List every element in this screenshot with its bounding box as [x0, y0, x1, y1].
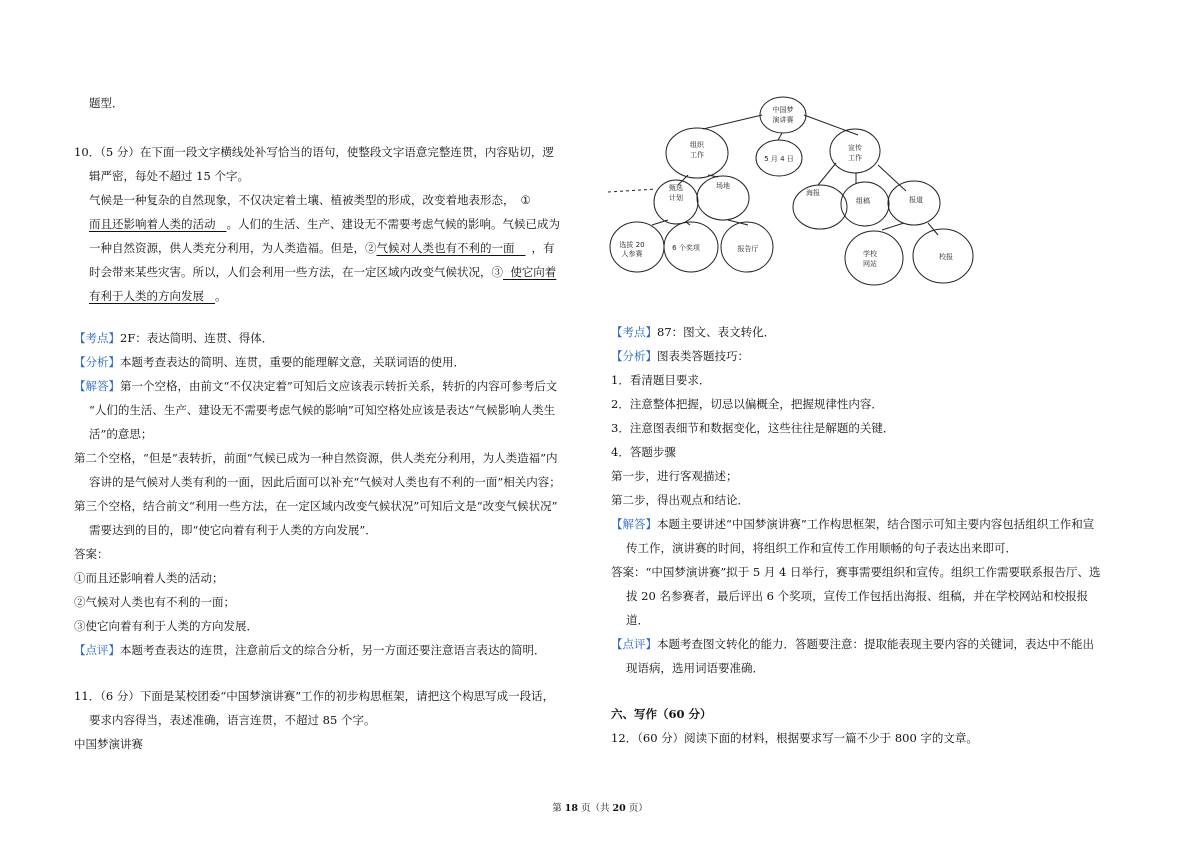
tip-line: 第二步，得出观点和结论． [611, 493, 749, 507]
node-root [760, 97, 806, 133]
label-school-1: 学校 [863, 250, 877, 258]
answer-item-3: ③使它向着有利于人类的方向发展． [74, 619, 258, 633]
jieda-line: 第二个空格，“但是”表转折，前面“气候已成为一种自然资源，供人类充分利用，为人类造福”内 [74, 451, 558, 465]
footer-text: 页） [625, 803, 648, 814]
page-total: 20 [612, 803, 626, 814]
blank-underline-pad [216, 217, 227, 231]
label-paper: 校报 [939, 253, 953, 261]
answer-item-2: ②气候对人类也有不利的一面； [74, 595, 235, 609]
jieda-line: 容讲的是气候对人类有利的一面，因此后面可以补充“气候对人类也有不利的一面”相关内容； [89, 475, 561, 489]
label-pub-1: 宣传 [848, 144, 862, 152]
label-root-2: 演讲赛 [772, 116, 794, 124]
label-pick20-1: 选拔 20 [619, 241, 645, 249]
jieda-tag: 【解答】 [74, 379, 120, 393]
passage-line-4 [89, 264, 556, 280]
tip-line: 第一步，进行客观描述； [611, 469, 738, 483]
blank-marker-1: ① [520, 193, 531, 207]
jieda-text: 第一个空格，由前文“不仅决定着”可知后文应该表示转折关系，转折的内容可参考后文 [120, 379, 558, 393]
question-11-stem-cont: 要求内容得当，表述准确，语言连贯，不超过 85 个字。 [89, 713, 376, 727]
kaodian-tag: 【考点】 [74, 331, 120, 345]
edge [652, 220, 668, 225]
label-date: 5 月 4 日 [764, 155, 794, 163]
answer-blank-3: 使它向着 [510, 265, 557, 279]
blank-underline-pad [204, 289, 215, 303]
question-11-stem: 11．（6 分）下面是某校团委“中国梦演讲赛”工作的初步构思框架，请把这个构思写成一段话， [74, 689, 555, 703]
passage-text: 气候是一种复杂的自然现象，不仅决定着土壤、植被类型的形成，改变着地表形态， [89, 193, 515, 207]
passage-text: 。 [214, 289, 227, 303]
dianping-line [74, 642, 546, 658]
dianping-text: 本题考查图文转化的能力．答题要注意：提取能表现主要内容的关键词，表达中不能出 [657, 637, 1094, 651]
answer-line: 道． [626, 613, 649, 627]
question-11-title: 中国梦演讲赛 [74, 737, 143, 751]
kaodian-text: 2F：表达简明、连贯、得体． [120, 331, 274, 345]
edge [778, 133, 782, 140]
label-venue: 场地 [716, 182, 730, 190]
blank-underline-pad [515, 241, 526, 255]
jieda-line: “人们的生活、生产、建设无不需要考虑气候的影响”可知空格处应该是表达“气候影响人类生 [89, 403, 556, 417]
label-six: 6 个奖项 [672, 244, 700, 252]
passage-line-5 [89, 288, 226, 304]
fenxi-tag: 【分析】 [74, 355, 120, 369]
dianping-tag: 【点评】 [611, 637, 657, 651]
fenxi-tag: 【分析】 [611, 349, 657, 363]
dianping-line: 现语病，选用词语要准确． [626, 661, 764, 675]
tip-line: 2．注意整体把握，切忌以偏概全，把握规律性内容． [611, 397, 883, 411]
jieda-line [74, 378, 557, 394]
label-pick20-2: 人参赛 [621, 250, 643, 258]
dianping-text: 本题考查表达的连贯，注意前后文的综合分析，另一方面还要注意语言表达的简明． [120, 643, 546, 657]
edge [804, 115, 858, 135]
label-root-1: 中国梦 [772, 106, 794, 114]
edge [818, 163, 836, 185]
kaodian-line [74, 330, 273, 346]
label-select-1: 甄选 [669, 184, 683, 192]
kaodian-tag: 【考点】 [611, 325, 657, 339]
answer-item-1: ①而且还影响着人类的活动； [74, 571, 224, 585]
edge [928, 223, 938, 235]
footer-text: 页（共 [577, 803, 613, 814]
answer-blank-3-cont: 有利于人类的方向发展 [89, 289, 204, 303]
fenxi-line [74, 354, 465, 370]
passage-text: 。人们的生活、生产、建设无不需要考虑气候的影响。气候已成为 [226, 217, 560, 231]
fenxi-line [611, 348, 749, 364]
question-12-stem: 12．（60 分）阅读下面的材料，根据要求写一篇不少于 800 字的文章。 [611, 731, 978, 745]
label-org-2: 工作 [690, 151, 704, 159]
blank-marker-2: ② [365, 241, 377, 255]
label-poster: 海报 [806, 189, 820, 197]
passage-line-3 [89, 240, 554, 256]
jieda-line: 活”的意思； [89, 427, 153, 441]
answer-line: 拔 20 名参赛者，最后评出 6 个奖项，宣传工作包括出海报、组稿，并在学校网站和校报报 [626, 589, 1089, 603]
label-hall: 报告厅 [737, 245, 759, 253]
label-draft: 组稿 [856, 197, 870, 205]
jieda-line: 传工作，演讲赛的时间，将组织工作和宣传工作用顺畅的句子表达出来即可． [626, 541, 1017, 555]
question-10-stem-cont: 辑严密，每处不超过 15 个字。 [89, 169, 249, 183]
blank-marker-3: ③ [491, 265, 503, 279]
passage-text: 时会带来某些灾害。所以，人们会利用一些方法，在一定区域内改变气候状况， [89, 265, 492, 279]
page-footer [0, 800, 1200, 814]
jieda-line [611, 516, 1094, 532]
answer-blank-2: 气候对人类也有不利的一面 [376, 241, 515, 255]
kaodian-text: 87：图文、表文转化． [657, 325, 776, 339]
label-report: 报道 [909, 196, 923, 204]
tip-line: 4．答题步骤 [611, 445, 676, 459]
jieda-line: 第三个空格，结合前文“利用一些方法，在一定区域内改变气候状况”可知后文是“改变气候状况” [74, 499, 558, 513]
passage-line-2 [89, 216, 560, 232]
passage-line-1 [89, 192, 531, 208]
dianping-tag: 【点评】 [74, 643, 120, 657]
jieda-line: 需要达到的目的，即“使它向着有利于人类的方向发展”． [89, 523, 377, 537]
node-school [845, 231, 903, 285]
passage-text: ，有 [531, 241, 555, 255]
answer-label: 答案： [74, 547, 109, 561]
jieda-text: 本题主要讲述“中国梦演讲赛”工作构思框架，结合图示可知主要内容包括组织工作和宣 [657, 517, 1095, 531]
text-line: 题型． [89, 96, 124, 110]
label-school-2: 网站 [863, 260, 877, 268]
dashed-leader [608, 189, 656, 192]
answer-blank-1: 而且还影响着人类的活动 [89, 217, 216, 231]
label-select-2: 计划 [669, 194, 683, 202]
dianping-line [611, 636, 1094, 652]
label-org-1: 组织 [690, 141, 704, 149]
footer-text: 第 [552, 803, 565, 814]
fenxi-text: 图表类答题技巧： [657, 349, 749, 363]
mind-map-diagram [608, 95, 988, 320]
passage-text: 一种自然资源，供人类充分利用，为人类造福。但是， [89, 241, 365, 255]
page-number: 18 [564, 803, 578, 814]
tip-line: 3．注意图表细节和数据变化，这些往往是解题的关键． [611, 421, 895, 435]
edge [878, 165, 906, 191]
fenxi-text: 本题考查表达的简明、连贯，重要的能理解文意，关联词语的使用． [120, 355, 465, 369]
label-pub-2: 工作 [848, 154, 862, 162]
node-poster [793, 185, 847, 229]
answer-line: 答案：“中国梦演讲赛”拟于 5 月 4 日举行，赛事需要组织和宣传。组织工作需要联系报告厅、选 [611, 565, 1101, 579]
kaodian-line [611, 324, 775, 340]
edge [882, 223, 904, 230]
section-heading: 六、写作（60 分） [611, 707, 712, 721]
jieda-tag: 【解答】 [611, 517, 657, 531]
edge [703, 115, 762, 129]
tip-line: 1．看清题目要求． [611, 373, 711, 387]
question-10-stem: 10．（5 分）在下面一段文字横线处补写恰当的语句，使整段文字语意完整连贯，内容贴切，逻 [74, 145, 554, 159]
